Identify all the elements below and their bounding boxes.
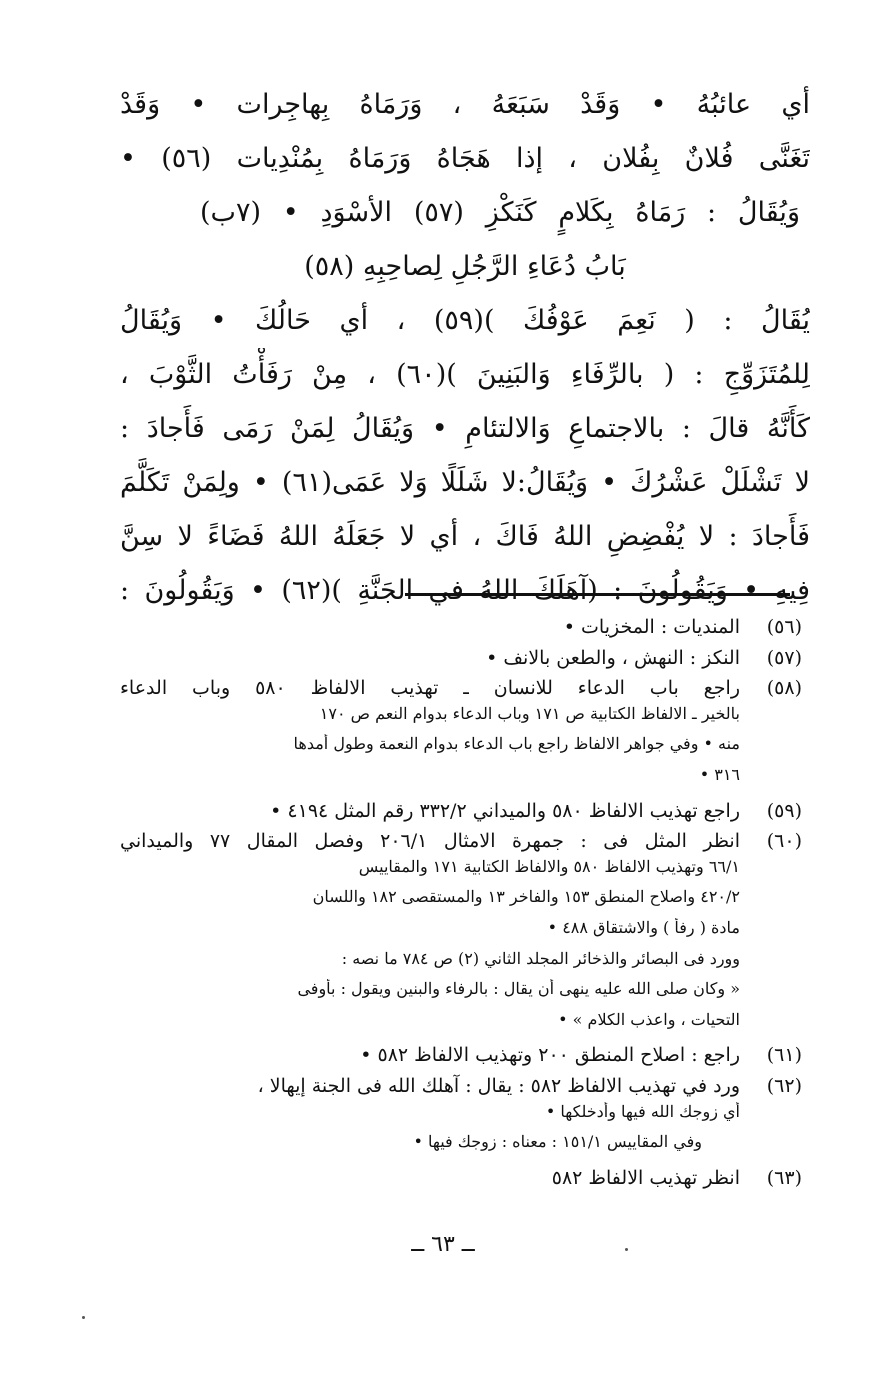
footnote-number: (٦١)	[766, 1044, 802, 1067]
footnote-continuation: التحيات ، واعذب الكلام » •	[558, 1009, 740, 1029]
footnote-text: انظر تهذيب الالفاظ ٥٨٢	[551, 1166, 740, 1189]
footnote-number: (٦٢)	[766, 1074, 802, 1097]
main-text-line: وَيُقَالُ : رَمَاهُ بِكَلامٍ كَنَكْزِ (٥٧) الأسْوَدِ • (٧ب)	[200, 197, 800, 228]
main-text-line: أي عائبُهُ • وَقَدْ سَبَعَهُ ، وَرَمَاهُ بِهاجِرات • وَقَدْ	[120, 89, 810, 120]
main-text-block	[120, 78, 810, 618]
footnote-continuation: وورد فى البصائر والذخائر المجلد الثاني (٢) ص ٧٨٤ ما نصه :	[341, 948, 740, 968]
footnote-text: راجع باب الدعاء للانسان ـ تهذيب الالفاظ ٥٨٠ وباب الدعاء	[120, 677, 740, 700]
footnote-number: (٥٦)	[766, 616, 802, 638]
main-text-line: لا تَشْلَلْ عَشْرُكَ • وَيُقَالُ:لا شَلَلًا وَلا عَمَى(٦١) • ولِمَنْ تَكَلَّمَ	[120, 467, 810, 498]
footnote-text: راجع تهذيب الالفاظ ٥٨٠ والميداني ٣٣٢/٢ رقم المثل ٤١٩٤ •	[270, 799, 740, 822]
footnote-separator	[405, 593, 790, 596]
main-text-line: يُقَالُ : ( نَعِمَ عَوْفُكَ )(٥٩) ، أي حَالُكَ • وَيُقَالُ	[120, 305, 810, 336]
footnote-text: النكز : النهش ، والطعن بالانف •	[486, 646, 740, 669]
footnote-continuation: « وكان صلى الله عليه ينهى أن يقال : بالرفاء والبنين ويقول : بأوفى	[297, 979, 740, 999]
footnote-text: انظر المثل فى : جمهرة الامثال ٢٠٦/١ وفصل المقال ٧٧ والميداني	[120, 830, 740, 853]
footnote-text: المنديات : المخزيات •	[563, 616, 740, 638]
footnote-continuation: مادة ( رفأ ) والاشتقاق ٤٨٨ •	[547, 917, 740, 937]
footnote-number: (٥٧)	[766, 646, 802, 669]
main-text-line: لِلمُتَزَوِّجِ : ( بالرِّفَاءِ وَالبَنِينَ )(٦٠) ، مِنْ رَفَأْتُ الثَّوْبَ ،	[120, 359, 810, 390]
page-number: ــ ٦٣ ــ	[411, 1232, 475, 1257]
footnote-text: راجع : اصلاح المنطق ٢٠٠ وتهذيب الالفاظ ٥٨٢ •	[360, 1044, 740, 1067]
main-text-line: فِيهِ • وَيَقُولُونَ : (آهَلَكَ اللهُ في الجَنَّةِ )(٦٢) • وَيَقُولُونَ :	[120, 575, 810, 606]
footnote-text: ورد في تهذيب الالفاظ ٥٨٢ : يقال : آهلك الله فى الجنة إيهالا ،	[257, 1074, 740, 1097]
footnote-63	[120, 1163, 802, 1194]
footnote-57	[120, 643, 802, 674]
footnotes-block	[120, 612, 802, 1193]
scan-speck	[625, 1248, 628, 1251]
footnote-number: (٦٠)	[766, 830, 802, 853]
footnote-56	[120, 612, 802, 643]
footnote-61	[120, 1040, 802, 1071]
footnote-number: (٥٩)	[766, 799, 802, 822]
chapter-heading: بَابُ دُعَاءِ الرَّجُلِ لِصاحِبِهِ (٥٨)	[304, 251, 626, 282]
scan-speck	[82, 1316, 85, 1319]
footnote-58	[120, 673, 802, 704]
footnote-continuation: بالخير ـ الالفاظ الكتابية ص ١٧١ وباب الدعاء بدوام النعم ص ١٧٠	[319, 703, 740, 723]
footnote-continuation: منه • وفي جواهر الالفاظ راجع باب الدعاء بدوام النعمة وطول أمدها	[293, 734, 740, 754]
footnote-continuation: ٦٦/١ وتهذيب الالفاظ ٥٨٠ والالفاظ الكتابية ١٧١ والمقاييس	[358, 856, 740, 876]
footnote-62	[120, 1071, 802, 1102]
footnote-continuation: ٣١٦ •	[699, 764, 740, 784]
footnote-continuation: ٤٢٠/٢ واصلاح المنطق ١٥٣ والفاخر ١٣ والمستقصى ١٨٢ واللسان	[312, 887, 740, 907]
main-text-line: تَغَنَّى فُلانٌ بِفُلان ، إذا هَجَاهُ وَرَمَاهُ بِمُنْدِيات (٥٦) •	[120, 143, 810, 174]
main-text-line: كَأَنَّهُ قالَ : بالاجتماعِ وَالالتئامِ • وَيُقَالُ لِمَنْ رَمَى فَأَجادَ :	[120, 413, 810, 444]
footnote-number: (٦٣)	[766, 1166, 802, 1189]
footnote-continuation: أي زوجك الله فيها وأدخلكها •	[545, 1101, 740, 1121]
footnote-59	[120, 796, 802, 827]
footnote-continuation: وفي المقاييس ١٥١/١ : معناه : زوجك فيها •	[413, 1132, 702, 1152]
footnote-60	[120, 826, 802, 857]
main-text-line: فَأَجادَ : لا يُفْضِضِ اللهُ فَاكَ ، أي لا جَعَلَهُ اللهُ فَضَاءً لا سِنَّ	[120, 521, 810, 552]
footnote-number: (٥٨)	[766, 677, 802, 700]
